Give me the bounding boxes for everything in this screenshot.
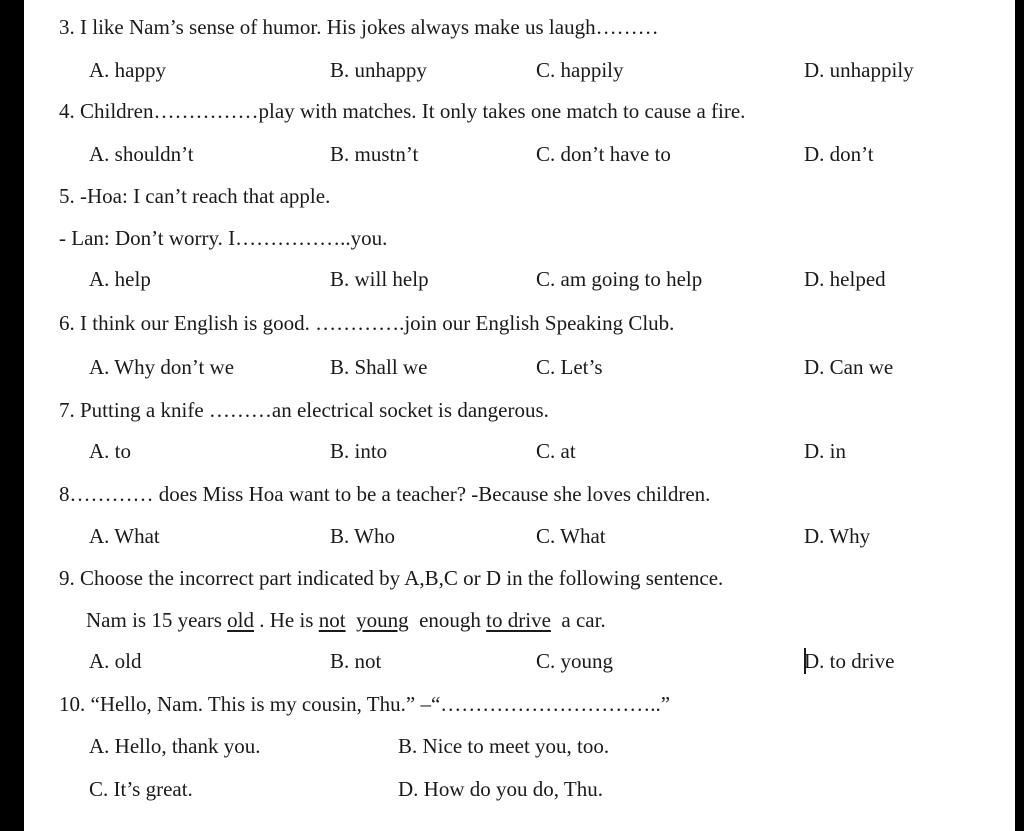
question-6-stem: 6. I think our English is good. ………….join our English Speaking Club. — [59, 311, 675, 335]
question-3-option-b: B. unhappy — [330, 58, 427, 82]
question-5-stem-line-2: - Lan: Don’t worry. I……………..you. — [59, 226, 388, 250]
question-5-option-a: A. help — [89, 267, 151, 291]
question-7-option-a: A. to — [89, 439, 131, 463]
question-7-option-b: B. into — [330, 439, 388, 463]
question-5-option-b: B. will help — [330, 267, 429, 291]
question-7-option-d: D. in — [804, 439, 846, 463]
question-10-option-c: C. It’s great. — [89, 777, 193, 801]
question-3-option-a: A. happy — [89, 58, 166, 82]
underlined-part-c: young — [356, 608, 409, 632]
underlined-part-a: old — [227, 608, 254, 632]
question-10-option-d: D. How do you do, Thu. — [398, 777, 603, 801]
question-6-option-a: A. Why don’t we — [89, 355, 235, 379]
question-7-option-c: C. at — [536, 439, 576, 463]
question-5-option-d: D. helped — [804, 267, 886, 291]
question-5-option-c: C. am going to help — [536, 267, 703, 291]
question-4-option-c: C. don’t have to — [536, 142, 671, 166]
question-6-option-d: D. Can we — [804, 355, 894, 379]
question-8-option-d: D. Why — [804, 524, 871, 548]
question-3-option-d: D. unhappily — [804, 58, 914, 82]
question-8-option-c: C. What — [536, 524, 606, 548]
question-9-option-a: A. old — [89, 649, 142, 673]
sentence-text: . He is — [253, 608, 319, 632]
underlined-part-b: not — [318, 608, 346, 632]
question-4-option-d: D. don’t — [804, 142, 874, 166]
sentence-text: a car. — [550, 608, 606, 632]
underlined-part-d: to drive — [486, 608, 551, 632]
question-6-option-c: C. Let’s — [536, 355, 603, 379]
question-8-option-a: A. What — [89, 524, 160, 548]
sentence-text: Nam is 15 years — [86, 608, 228, 632]
question-9-option-b: B. not — [330, 649, 382, 673]
question-9-sentence — [86, 607, 606, 633]
question-3-option-c: C. happily — [536, 58, 624, 82]
question-9-option-d: D. to drive — [804, 649, 895, 673]
question-9-option-c: C. young — [536, 649, 614, 673]
question-8-stem: 8………… does Miss Hoa want to be a teacher? -Because she loves children. — [59, 482, 711, 506]
question-3-stem: 3. I like Nam’s sense of humor. His jokes always make us laugh……… — [59, 15, 659, 39]
question-5-stem: 5. -Hoa: I can’t reach that apple. — [59, 184, 331, 208]
question-8-option-b: B. Who — [330, 524, 395, 548]
sentence-text: enough — [408, 608, 487, 632]
question-4-stem: 4. Children……………play with matches. It only takes one match to cause a fire. — [59, 99, 746, 123]
question-4-option-b: B. mustn’t — [330, 142, 419, 166]
question-10-option-b: B. Nice to meet you, too. — [398, 734, 610, 758]
question-7-stem: 7. Putting a knife ………an electrical socket is dangerous. — [59, 398, 549, 422]
question-10-option-a: A. Hello, thank you. — [89, 734, 261, 758]
worksheet-page — [24, 0, 1015, 831]
sentence-text — [346, 608, 357, 632]
question-10-stem: 10. “Hello, Nam. This is my cousin, Thu.” –“…………………………..” — [59, 692, 671, 716]
question-6-option-b: B. Shall we — [330, 355, 428, 379]
question-4-option-a: A. shouldn’t — [89, 142, 194, 166]
question-9-stem: 9. Choose the incorrect part indicated by A,B,C or D in the following sentence. — [59, 566, 724, 590]
